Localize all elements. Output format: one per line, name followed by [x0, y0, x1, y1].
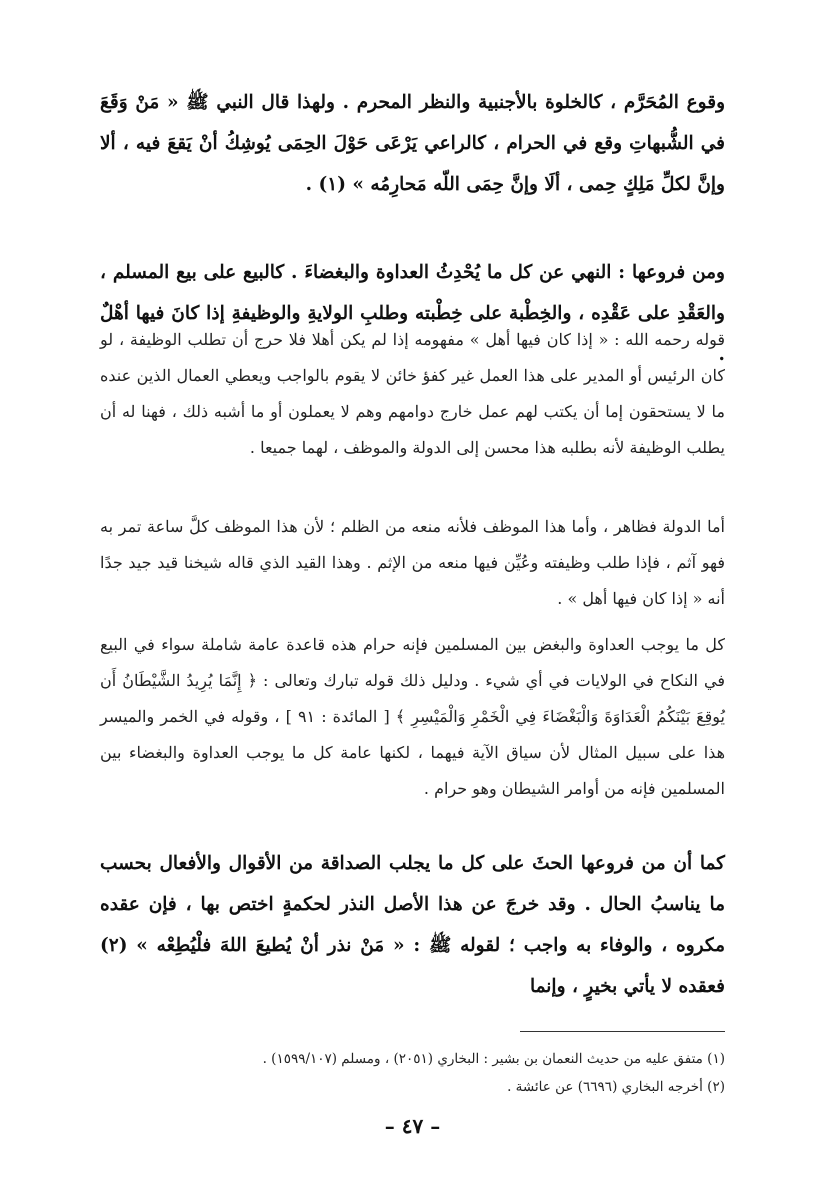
paragraph-2-matn: ومن فروعها : النهي عن كل ما يُحْدِثُ العداوة والبغضاءَ . كالبيع على بيع المسلم ، والعَقْدِ على عَقْدِه ، والخِطْبة على خِطْبته وطلبِ الولايةِ والوظيفةِ إذا كانَ فيها أهْلٌ .	[100, 262, 725, 365]
footnote-separator	[520, 1031, 725, 1032]
paragraph-6-matn: كما أن من فروعها الحثَ على كل ما يجلب الصداقة من الأقوال والأفعال بحسب ما يناسبُ الحال . وقد خرجَ عن هذا الأصل النذر لحكمةٍ اختص بها ، فإن عقده مكروه ، والوفاء به واجب ؛ لقوله ﷺ : « مَنْ نذر أنْ يُطيعَ اللهَ فلْيُطِعْه » (٢) فعقده لا يأتي بخيرٍ ، وإنما	[100, 853, 725, 997]
paragraph-1-matn: وقوع المُحَرَّم ، كالخلوة بالأجنبية والنظر المحرم . ولهذا قال النبي ﷺ « مَنْ وَقَعَ في الشُّبهاتِ وقع في الحرام ، كالراعي يَرْعَى حَوْلَ الحِمَى يُوشِكُ أنْ يَقعَ فيه ، ألا وإنَّ لكلِّ مَلِكٍ حِمى ، ألَا وإنَّ حِمَى اللّه مَحارِمُه » (١) .	[100, 92, 726, 195]
paragraph-5-commentary: كل ما يوجب العداوة والبغض بين المسلمين فإنه حرام هذه قاعدة عامة شاملة سواء في البيع في النكاح في الولايات في أي شيء . ودليل ذلك قوله تبارك وتعالى : ﴿ إِنَّمَا يُرِيدُ الشَّيْطَانُ أَن يُوقِعَ بَيْنَكُمُ الْعَدَاوَةَ وَالْبَغْضَاءَ فِي الْخَمْرِ وَالْمَيْسِرِ ﴾ [ المائدة : ٩١ ] ، وقوله في الخمر والميسر هذا على سبيل المثال لأن سياق الآية فيهما ، لكنها عامة كل ما يوجب العداوة والبغضاء بين المسلمين فإنه من أوامر الشيطان وهو حرام .	[100, 635, 726, 798]
footnote-2: (٢) أخرجه البخاري (٦٦٩٦) عن عائشة .	[507, 1079, 725, 1095]
paragraph-4-commentary: أما الدولة فظاهر ، وأما هذا الموظف فلأنه منعه من الظلم ؛ لأن هذا الموظف كلَّ ساعة تمر به فهو آثم ، فإذا طلب وظيفته وعُيِّن فيها منعه من الإثم . وهذا القيد الذي قاله شيخنا قيد جيد جدًا أنه « إذا كان فيها أهل » .	[100, 517, 726, 608]
page-number: – ٤٧ –	[384, 1114, 441, 1138]
paragraph-3-commentary: قوله رحمه الله : « إذا كان فيها أهل » مفهومه إذا لم يكن أهلا فلا حرج أن تطلب الوظيفة ، لو كان الرئيس أو المدير على هذا العمل غير كفؤ خائن لا يقوم بالواجب ويعطي العمال الذين عنده ما لا يستحقون إما أن يكتب لهم عمل خارج دوامهم وهم لا يعملون أو ما أشبه ذلك ، فهنا له أن يطلب الوظيفة لأنه بطلبه هذا محسن إلى الدولة والموظف ، لهما جميعا .	[100, 330, 725, 457]
footnote-1: (١) متفق عليه من حديث النعمان بن بشير : البخاري (٢٠٥١) ، ومسلم (١٥٩٩/١٠٧) .	[262, 1051, 725, 1067]
